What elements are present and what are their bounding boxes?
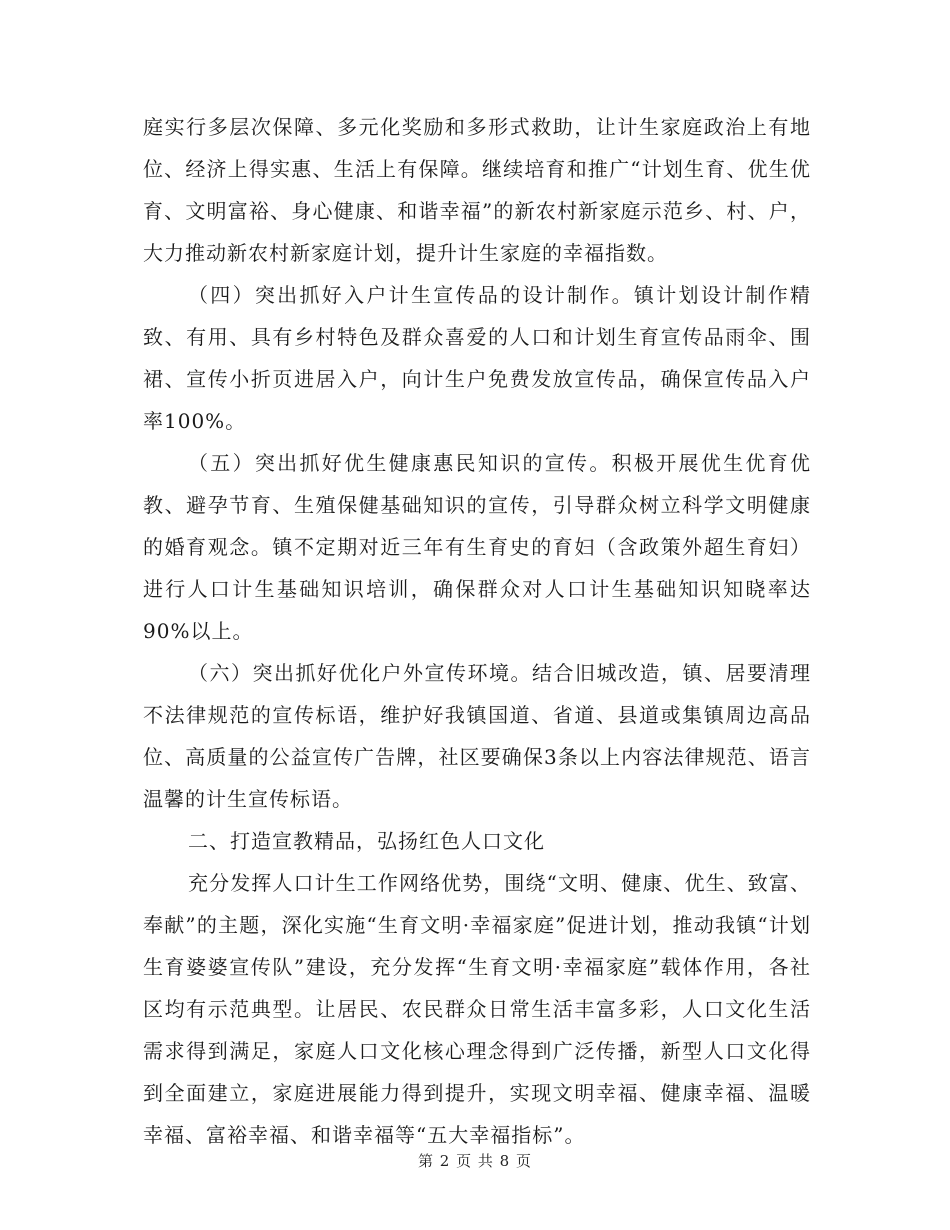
page-number-footer: 第 2 页 共 8 页 bbox=[418, 1152, 532, 1170]
body-text bbox=[143, 106, 811, 1156]
paragraph-item-five: （五）突出抓好优生健康惠民知识的宣传。积极开展优生优育优教、避孕节育、生殖保健基础知识的宣传，引导群众树立科学文明健康的婚育观念。镇不定期对近三年有生育史的育妇（含政策外超生育妇）进行人口计生基础知识培训，确保群众对人口计生基础知识知晓率达90%以上。 bbox=[143, 451, 811, 643]
section-heading: 二、打造宣教精品，弘扬红色人口文化 bbox=[188, 829, 545, 853]
paragraph-section-two-body: 充分发挥人口计生工作网络优势，围绕“文明、健康、优生、致富、奉献”的主题，深化实施“生育文明·幸福家庭”促进计划，推动我镇“计划生育婆婆宣传队”建设，充分发挥“生育文明·幸福家庭”载体作用，各社区均有示范典型。让居民、农民群众日常生活丰富多彩，人口文化生活需求得到满足，家庭人口文化核心理念得到广泛传播，新型人口文化得到全面建立，家庭进展能力得到提升，实现文明幸福、健康幸福、温暖幸福、富裕幸福、和谐幸福等“五大幸福指标”。 bbox=[143, 871, 811, 1147]
paragraph-continuation: 庭实行多层次保障、多元化奖励和多形式救助，让计生家庭政治上有地位、经济上得实惠、生活上有保障。继续培育和推广“计划生育、优生优育、文明富裕、身心健康、和谐幸福”的新农村新家庭示范乡、村、户，大力推动新农村新家庭计划，提升计生家庭的幸福指数。 bbox=[143, 115, 811, 265]
paragraph-item-four: （四）突出抓好入户计生宣传品的设计制作。镇计划设计制作精致、有用、具有乡村特色及群众喜爱的人口和计划生育宣传品雨伞、围裙、宣传小折页进居入户，向计生户免费发放宣传品，确保宣传品入户率100%。 bbox=[143, 283, 811, 433]
paragraph-item-six: （六）突出抓好优化户外宣传环境。结合旧城改造，镇、居要清理不法律规范的宣传标语，维护好我镇国道、省道、县道或集镇周边高品位、高质量的公益宣传广告牌，社区要确保3条以上内容法律规范、语言温馨的计生宣传标语。 bbox=[143, 661, 811, 811]
